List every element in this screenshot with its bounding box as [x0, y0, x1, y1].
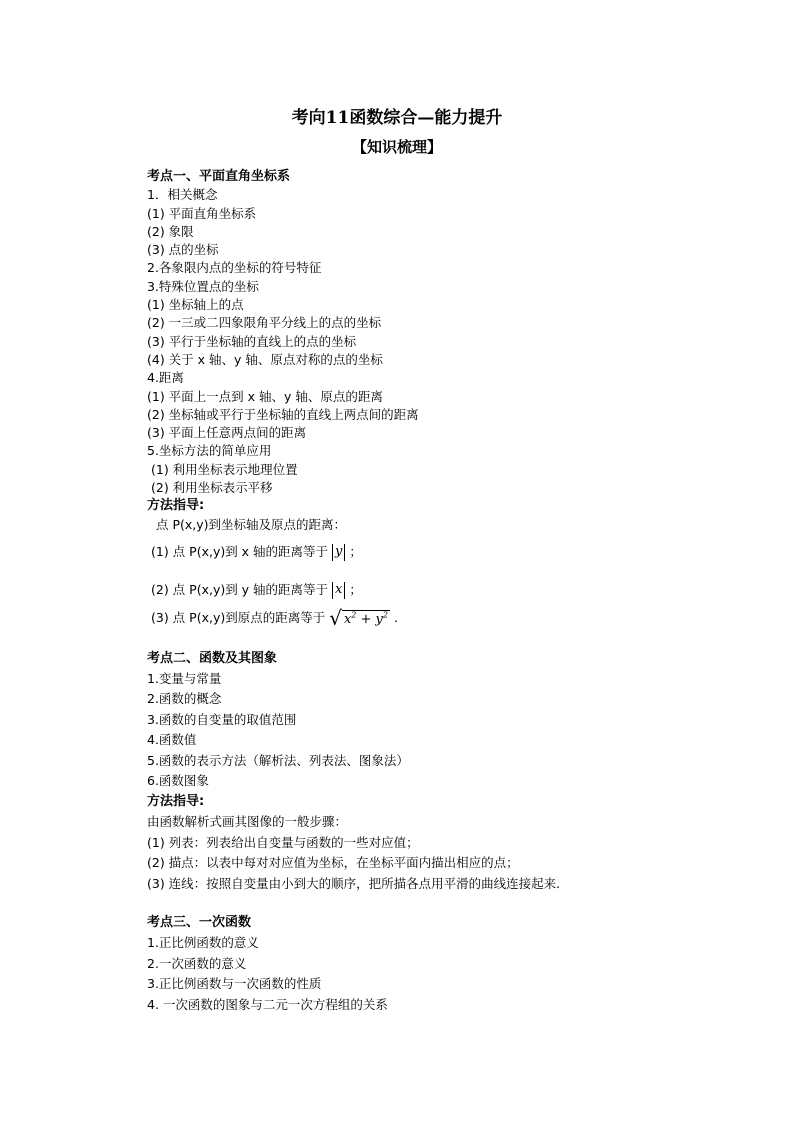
- section1-line: (1) 平面上一点到 x 轴、y 轴、原点的距离: [147, 388, 383, 404]
- section1-line: 3.特殊位置点的坐标: [147, 278, 259, 294]
- section3-heading: 考点三、一次函数: [147, 915, 252, 931]
- section1-method-heading: 方法指导:: [147, 498, 205, 514]
- formula-x-axis-distance: [147, 538, 667, 566]
- section2-line: 2.函数的概念: [147, 691, 222, 707]
- section1-line: (3) 点的坐标: [147, 242, 219, 258]
- section1-line: (2) 象限: [147, 223, 194, 239]
- section3-line: 4. 一次函数的图象与二元一次方程组的关系: [147, 996, 388, 1012]
- section3-line: 3.正比例函数与一次函数的性质: [147, 976, 322, 992]
- abs-value-x: x: [332, 582, 345, 599]
- section2-line: 4.函数值: [147, 732, 197, 748]
- sqrt-sign-icon: √: [329, 606, 342, 631]
- section2-line: 3.函数的自变量的取值范围: [147, 711, 297, 727]
- formula-origin-distance: [147, 604, 667, 632]
- formula-punct: ；: [349, 543, 362, 559]
- section1-line: (2) 利用坐标表示平移: [151, 480, 273, 496]
- section1-line: (4) 关于 x 轴、y 轴、原点对称的点的坐标: [147, 351, 383, 367]
- section1-line: (3) 平行于坐标轴的直线上的点的坐标: [147, 333, 357, 349]
- section1-line: (3) 平面上任意两点间的距离: [147, 425, 307, 441]
- document-title: 考向11函数综合—能力提升: [291, 108, 503, 128]
- section3-line: 1.正比例函数的意义: [147, 935, 259, 951]
- section2-line: 1.变量与常量: [147, 670, 222, 686]
- formula-label: (3) 点 P(x,y)到原点的距离等于: [151, 609, 326, 625]
- section2-method-heading: 方法指导:: [147, 793, 205, 809]
- section2-method-line: (1) 列表：列表给出自变量与函数的一些对应值；: [147, 834, 419, 850]
- section1-line: (2) 坐标轴或平行于坐标轴的直线上两点间的距离: [147, 406, 419, 422]
- section1-line: 2.各象限内点的坐标的符号特征: [147, 260, 322, 276]
- section2-method-line: 由函数解析式画其图像的一般步骤：: [147, 814, 348, 830]
- sqrt-radicand: $x^2 + y^2$: [343, 611, 388, 628]
- section1-line: 1．相关概念: [147, 187, 218, 203]
- section1-line: (1) 坐标轴上的点: [147, 297, 244, 313]
- section1-line: (1) 利用坐标表示地理位置: [151, 461, 298, 477]
- section1-line: (2) 一三或二四象限角平分线上的点的坐标: [147, 315, 382, 331]
- section3-line: 2.一次函数的意义: [147, 955, 247, 971]
- section2-line: 6.函数图象: [147, 773, 209, 789]
- formula-label: (2) 点 P(x,y)到 y 轴的距离等于: [151, 581, 329, 597]
- section1-line: 5.坐标方法的简单应用: [147, 443, 272, 459]
- sqrt-expression: [329, 607, 390, 629]
- formula-punct: ；: [349, 581, 362, 597]
- section1-line: 4.距离: [147, 370, 184, 386]
- section2-method-line: (2) 描点：以表中每对对应值为坐标，在坐标平面内描出相应的点；: [147, 855, 519, 871]
- section1-heading: 考点一、平面直角坐标系: [147, 169, 291, 184]
- section1-method-intro: 点 P(x,y)到坐标轴及原点的距离：: [156, 516, 347, 532]
- section2-method-line: (3) 连线：按照自变量由小到大的顺序，把所描各点用平滑的曲线连接起来.: [147, 875, 561, 891]
- formula-punct: .: [393, 609, 398, 625]
- formula-label: (1) 点 P(x,y)到 x 轴的距离等于: [151, 543, 329, 559]
- formula-y-axis-distance: [147, 576, 667, 604]
- abs-value-y: y: [332, 544, 345, 561]
- section1-line: (1) 平面直角坐标系: [147, 205, 257, 221]
- section2-heading: 考点二、函数及其图象: [147, 650, 278, 666]
- document-body: [147, 168, 667, 1015]
- section2-line: 5.函数的表示方法（解析法、列表法、图象法）: [147, 752, 409, 768]
- document-subtitle: 【知识梳理】: [351, 138, 442, 156]
